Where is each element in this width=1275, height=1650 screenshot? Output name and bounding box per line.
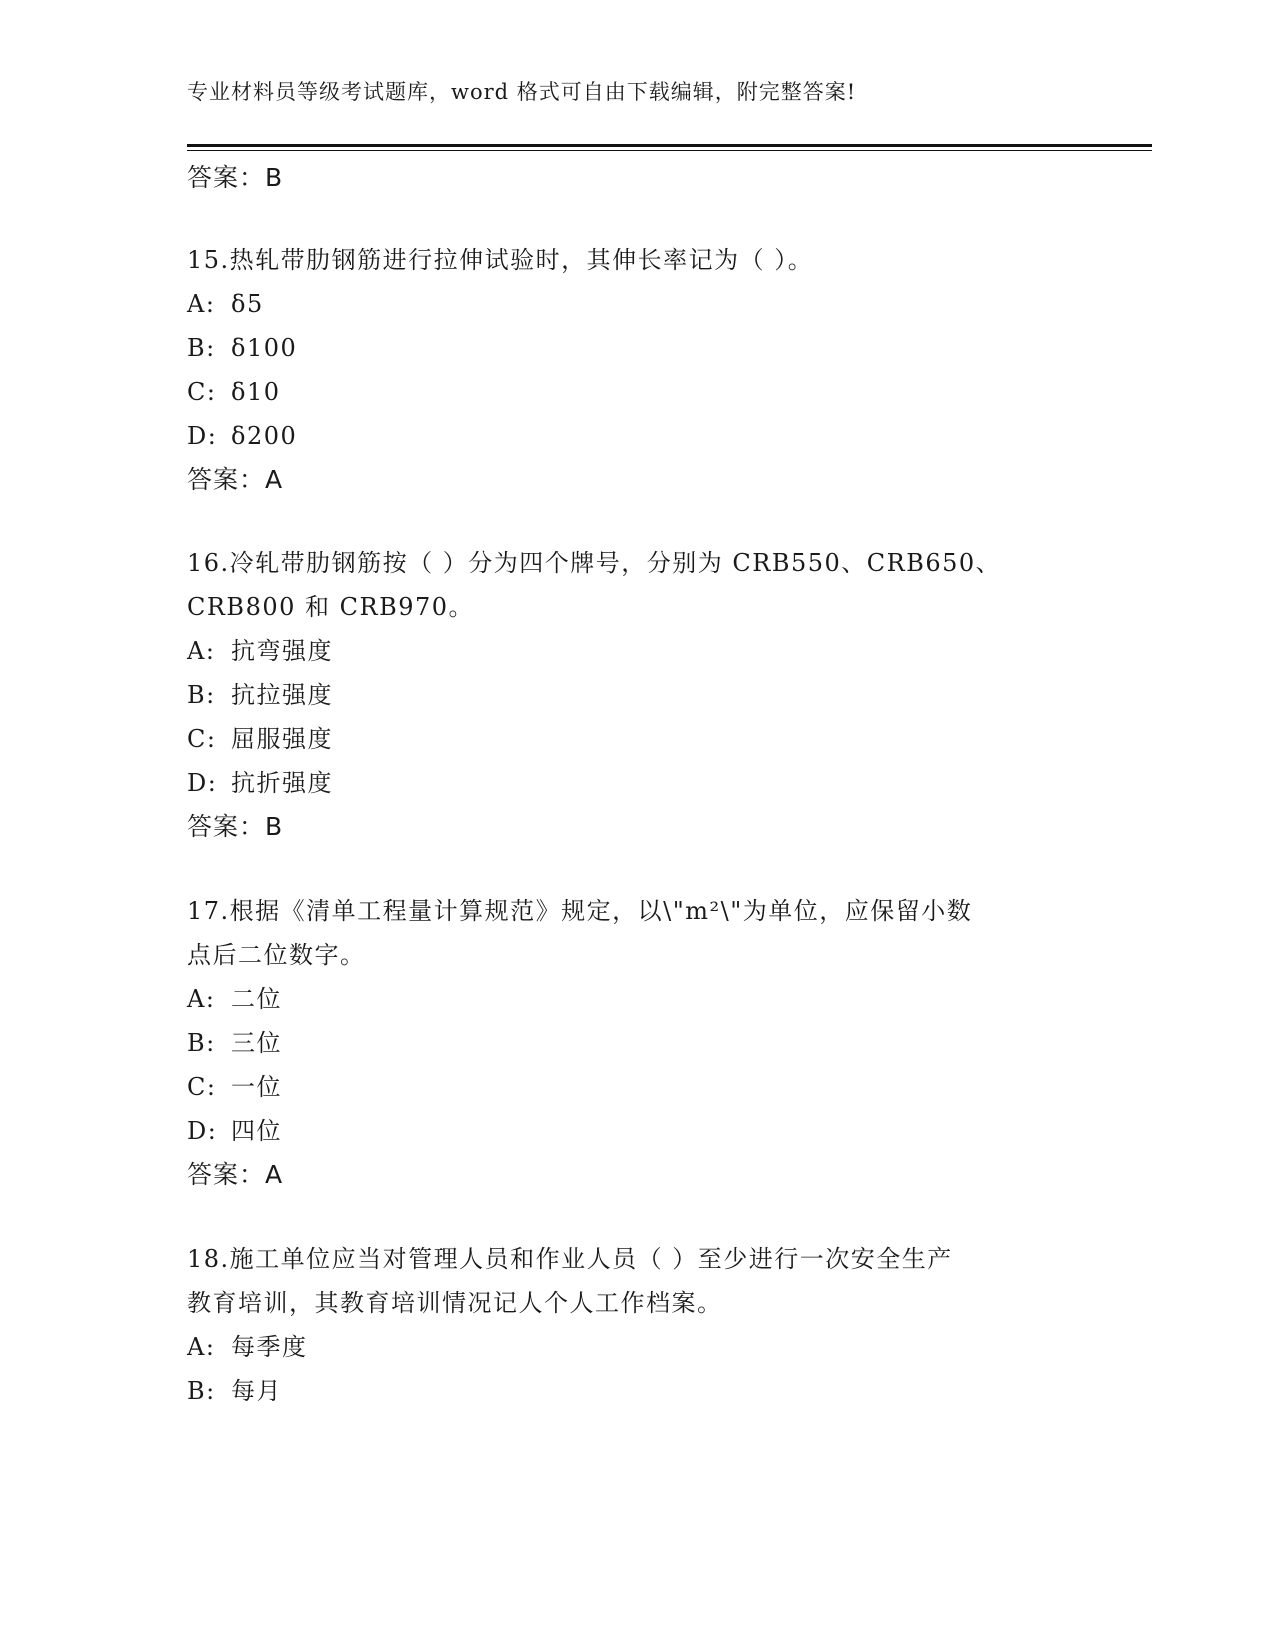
option-letter: B: xyxy=(187,681,216,709)
question-15-option-b xyxy=(187,333,297,363)
question-16-option-d xyxy=(187,768,333,798)
question-17-option-d xyxy=(187,1116,282,1146)
option-text: 抗折强度 xyxy=(231,769,333,797)
option-letter: A: xyxy=(187,1333,216,1361)
question-15-option-c xyxy=(187,377,281,407)
question-17-answer: 答案：A xyxy=(187,1160,284,1189)
question-15-option-a xyxy=(187,289,264,319)
question-16-answer: 答案：B xyxy=(187,812,284,841)
question-17-option-b xyxy=(187,1028,282,1058)
question-18-stem-line2: 教育培训，其教育培训情况记人个人工作档案。 xyxy=(187,1289,723,1317)
answer-previous: 答案：B xyxy=(187,163,284,192)
header-rule-thick xyxy=(187,144,1152,147)
option-letter: D: xyxy=(187,422,218,450)
option-text: 抗拉强度 xyxy=(231,681,333,709)
option-text: δ200 xyxy=(231,422,298,450)
option-text: 四位 xyxy=(231,1117,282,1145)
header-note: 专业材料员等级考试题库，word 格式可自由下载编辑，附完整答案! xyxy=(187,80,857,104)
option-text: 抗弯强度 xyxy=(231,637,333,665)
question-17-stem-line2: 点后二位数字。 xyxy=(187,941,366,969)
option-text: 每月 xyxy=(231,1377,282,1405)
option-text: 每季度 xyxy=(231,1333,308,1361)
question-17-option-a xyxy=(187,984,282,1014)
question-18-stem-line1: 18.施工单位应当对管理人员和作业人员（ ）至少进行一次安全生产 xyxy=(187,1245,953,1273)
question-18-option-a xyxy=(187,1332,308,1362)
option-text: 三位 xyxy=(231,1029,282,1057)
option-text: δ5 xyxy=(231,290,264,318)
option-letter: B: xyxy=(187,1029,216,1057)
option-letter: A: xyxy=(187,290,216,318)
option-text: 二位 xyxy=(231,985,282,1013)
question-16-option-b xyxy=(187,680,333,710)
question-17-option-c xyxy=(187,1072,282,1102)
option-letter: A: xyxy=(187,985,216,1013)
question-15-option-d xyxy=(187,421,297,451)
option-letter: C: xyxy=(187,1073,217,1101)
question-18-option-b xyxy=(187,1376,282,1406)
header-rule-thin xyxy=(187,150,1152,151)
question-15-stem: 15.热轧带肋钢筋进行拉伸试验时，其伸长率记为（ ）。 xyxy=(187,246,814,274)
option-letter: C: xyxy=(187,378,217,406)
option-text: 屈服强度 xyxy=(231,725,333,753)
option-letter: D: xyxy=(187,769,218,797)
option-text: δ10 xyxy=(231,378,281,406)
option-text: δ100 xyxy=(231,334,298,362)
option-letter: B: xyxy=(187,1377,216,1405)
question-16-option-c xyxy=(187,724,333,754)
question-15-answer: 答案：A xyxy=(187,465,284,494)
question-16-stem-line1: 16.冷轧带肋钢筋按（ ）分为四个牌号，分别为 CRB550、CRB650、 xyxy=(187,549,1002,577)
option-letter: D: xyxy=(187,1117,218,1145)
option-text: 一位 xyxy=(231,1073,282,1101)
question-16-stem-line2: CRB800 和 CRB970。 xyxy=(187,593,475,621)
option-letter: B: xyxy=(187,334,216,362)
question-17-stem-line1: 17.根据《清单工程量计算规范》规定，以\"m²\"为单位，应保留小数 xyxy=(187,897,973,925)
option-letter: C: xyxy=(187,725,217,753)
question-16-option-a xyxy=(187,636,333,666)
option-letter: A: xyxy=(187,637,216,665)
